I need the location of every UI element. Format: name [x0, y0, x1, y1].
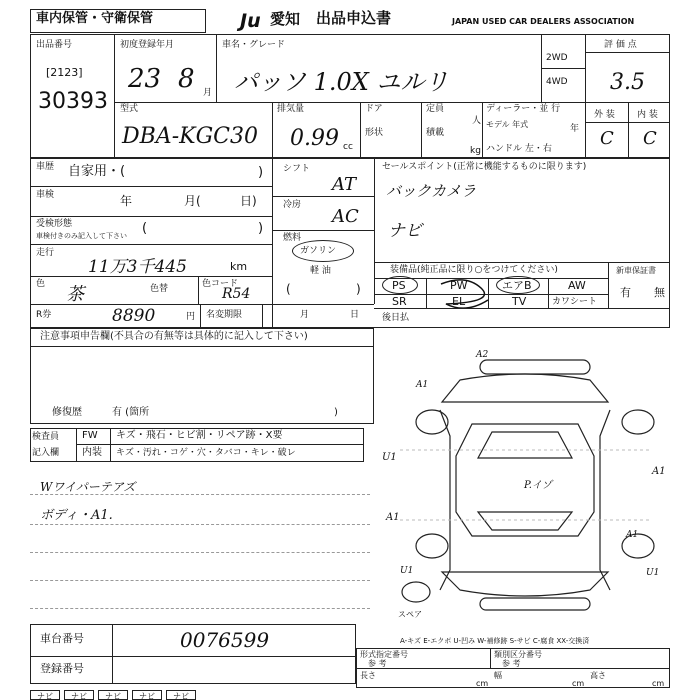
- recycle-value: 8890: [112, 306, 156, 326]
- history-value: 自家用・(: [68, 164, 126, 179]
- score-label: 評 価 点: [604, 40, 637, 50]
- selling-points-line1: バックカメラ: [386, 182, 477, 200]
- ju-logo: Ju: [240, 10, 261, 32]
- lot-number: 30393: [38, 89, 108, 114]
- rear-seat-label: 後日払: [382, 313, 410, 323]
- spec-height-cm: cm: [652, 679, 665, 688]
- spec-height: 高さ: [590, 671, 606, 680]
- history-close: ): [258, 165, 264, 180]
- fuel-close: ): [356, 282, 361, 296]
- diagram-mark-5: P.イゾ: [524, 480, 552, 491]
- inspector-in-text: キズ・汚れ・コゲ・穴・タバコ・キレ・破レ: [116, 448, 296, 458]
- equip-airbag: エアB: [502, 279, 532, 292]
- receipt-close: ): [258, 221, 264, 236]
- receipt-paren: (: [142, 221, 148, 236]
- inspection-month: 月(: [184, 194, 201, 208]
- color-code: R54: [222, 286, 251, 302]
- model-label: 型式: [120, 104, 139, 114]
- lot-sub: [2123]: [46, 66, 83, 79]
- first-reg-label: 初度登録年月: [120, 40, 175, 50]
- registration-label: 登録番号: [40, 662, 84, 675]
- car-name-label: 車名・グレード: [222, 40, 286, 50]
- inspection-day: 日): [240, 194, 257, 208]
- drive-2wd: 2WD: [546, 53, 568, 63]
- footer-item: ナビ: [30, 690, 60, 700]
- notes-label: 注意事項申告欄(不具合の有無等は具体的に記入して下さい): [40, 331, 308, 342]
- load-unit: kg: [470, 146, 481, 156]
- selling-points-label: セールスポイント(正常に機能するものに限ります): [382, 162, 587, 172]
- inspector-label1: 検査員: [32, 432, 60, 442]
- dealer-handle: ハンドル 左・右: [486, 144, 552, 154]
- spec-class: 類別区分番号: [494, 650, 542, 659]
- equipment-label: 装備品(純正品に限り○をつけてください): [390, 265, 558, 275]
- remarks-line2: ボディ・A1.: [40, 508, 113, 523]
- color-change: 色替: [150, 284, 169, 294]
- shift-label: シフト: [283, 164, 311, 174]
- diagram-mark-6: A1: [652, 466, 666, 477]
- spec-width: 幅: [494, 671, 502, 680]
- first-reg-year: 23: [128, 64, 162, 94]
- diagram-mark-8: U1: [646, 568, 660, 578]
- equip-kawa: カワシート: [552, 297, 598, 307]
- remarks-line1: Wワイパーテアズ: [40, 480, 136, 494]
- footer-item: ナビ: [132, 690, 162, 700]
- score-value: 3.5: [610, 70, 645, 95]
- recycle-label: R券: [36, 310, 52, 320]
- inspection-year: 年: [120, 194, 133, 208]
- shift-value: AT: [332, 174, 357, 195]
- footer-item: ナビ: [64, 690, 94, 700]
- spec-length: 長さ: [360, 671, 376, 680]
- first-reg-suffix: 月: [203, 88, 213, 98]
- displacement-value: 0.99: [290, 126, 339, 151]
- equip-ps: PS: [392, 279, 406, 292]
- exterior-label: 外 装: [594, 110, 615, 120]
- displacement-unit: cc: [343, 142, 353, 152]
- diagram-mark-3: U1: [382, 452, 397, 463]
- drive-4wd: 4WD: [546, 77, 568, 87]
- door-label: ドア: [365, 104, 383, 114]
- history-label: 車歴: [36, 162, 55, 172]
- mileage-label: 走行: [36, 248, 55, 258]
- storage-label: 車内保管・守衛保管: [36, 11, 154, 26]
- model-value: DBA-KGC30: [122, 124, 258, 149]
- equip-tv: TV: [512, 295, 527, 308]
- receipt-note: 車検付きのみ記入して下さい: [36, 232, 127, 240]
- name-change-day: 日: [350, 310, 360, 320]
- diagram-mark-2: A1: [416, 380, 429, 390]
- repair-value: 有 (箇所: [112, 407, 150, 418]
- spec-ref2: 参 考: [502, 659, 521, 668]
- footer-item: ナビ: [166, 690, 196, 700]
- dealer-year-unit: 年: [570, 124, 580, 134]
- fuel-label: 燃料: [283, 233, 302, 243]
- aircon-label: 冷房: [283, 200, 302, 210]
- lot-label: 出品番号: [36, 40, 73, 50]
- color-label: 色: [36, 279, 46, 289]
- spec-type: 形式指定番号: [360, 650, 408, 659]
- diagram-mark-1: A2: [476, 350, 489, 360]
- mileage-unit: km: [230, 260, 248, 273]
- warranty-label: 新車保証書: [616, 266, 656, 275]
- footer-strip: [30, 690, 350, 700]
- form-title: 出品申込書: [316, 9, 392, 27]
- capacity-unit: 人: [472, 116, 482, 126]
- diagram-mark-7: U1: [400, 566, 414, 576]
- first-reg-month: 8: [178, 64, 195, 94]
- recycle-unit: 円: [186, 312, 196, 322]
- fuel-gas-circle: [292, 240, 354, 262]
- spare-label: スペア: [398, 610, 422, 619]
- fuel-paren: (: [286, 282, 291, 296]
- inspector-fw: FW: [82, 430, 98, 441]
- fuel-gas: ガソリン: [300, 246, 337, 256]
- color-code-label: 色コード: [202, 279, 239, 289]
- spec-width-cm: cm: [572, 679, 585, 688]
- equip-sr: SR: [392, 295, 407, 308]
- equip-aw: AW: [568, 279, 586, 292]
- repair-close: ): [334, 407, 338, 418]
- warranty-no: 無: [654, 286, 665, 299]
- scribble-pw: [436, 274, 496, 318]
- car-name-value: パッソ 1.0X ユルリ: [234, 68, 449, 96]
- load-label: 積載: [426, 128, 445, 138]
- circle-ps: [382, 276, 418, 294]
- chassis-value: 0076599: [180, 628, 270, 652]
- chassis-label: 車台番号: [40, 632, 84, 645]
- capacity-label: 定員: [426, 104, 445, 114]
- diagram-legend: A-キズ E-エクボ U-凹み W-補修跡 S-サビ C-腐食 XX-交換済: [400, 637, 590, 645]
- diagram-mark-9: A1: [626, 530, 639, 540]
- spec-ref1: 参 考: [368, 659, 387, 668]
- warranty-yes: 有: [620, 286, 631, 299]
- org-name: 愛知: [270, 10, 301, 28]
- repair-label: 修復歴: [52, 407, 82, 418]
- inspection-label: 車検: [36, 190, 55, 200]
- interior-label: 内 装: [637, 110, 658, 120]
- equip-pw: PW: [450, 279, 468, 292]
- diagram-mark-4: A1: [386, 512, 400, 523]
- door-shape: 形状: [365, 128, 384, 138]
- mileage-value: 11万3千445: [88, 257, 187, 277]
- assoc-name: JAPAN USED CAR DEALERS ASSOCIATION: [452, 17, 635, 26]
- inspector-fw-text: キズ・飛石・ヒビ割・リペア跡・X要: [116, 430, 283, 441]
- equip-el: EL: [452, 295, 466, 308]
- name-change-label: 名変期限: [206, 310, 243, 320]
- circle-airbag: [496, 276, 540, 294]
- selling-points-line2: ナビ: [388, 221, 422, 241]
- spec-length-cm: cm: [476, 679, 489, 688]
- exterior-grade: C: [600, 128, 614, 149]
- color-value: 茶: [66, 284, 84, 305]
- dealer-year-label: モデル 年式: [486, 120, 529, 129]
- dealer-import: ディーラー・並 行: [486, 104, 561, 114]
- name-change-month: 月: [300, 310, 310, 320]
- inspector-in: 内装: [82, 447, 102, 458]
- inspector-label2: 記入欄: [32, 448, 60, 458]
- receipt-label: 受検形態: [36, 219, 73, 229]
- footer-item: ナビ: [98, 690, 128, 700]
- displacement-label: 排気量: [277, 104, 305, 114]
- interior-grade: C: [643, 128, 657, 149]
- fuel-diesel: 軽 油: [310, 266, 331, 276]
- aircon-value: AC: [332, 206, 359, 227]
